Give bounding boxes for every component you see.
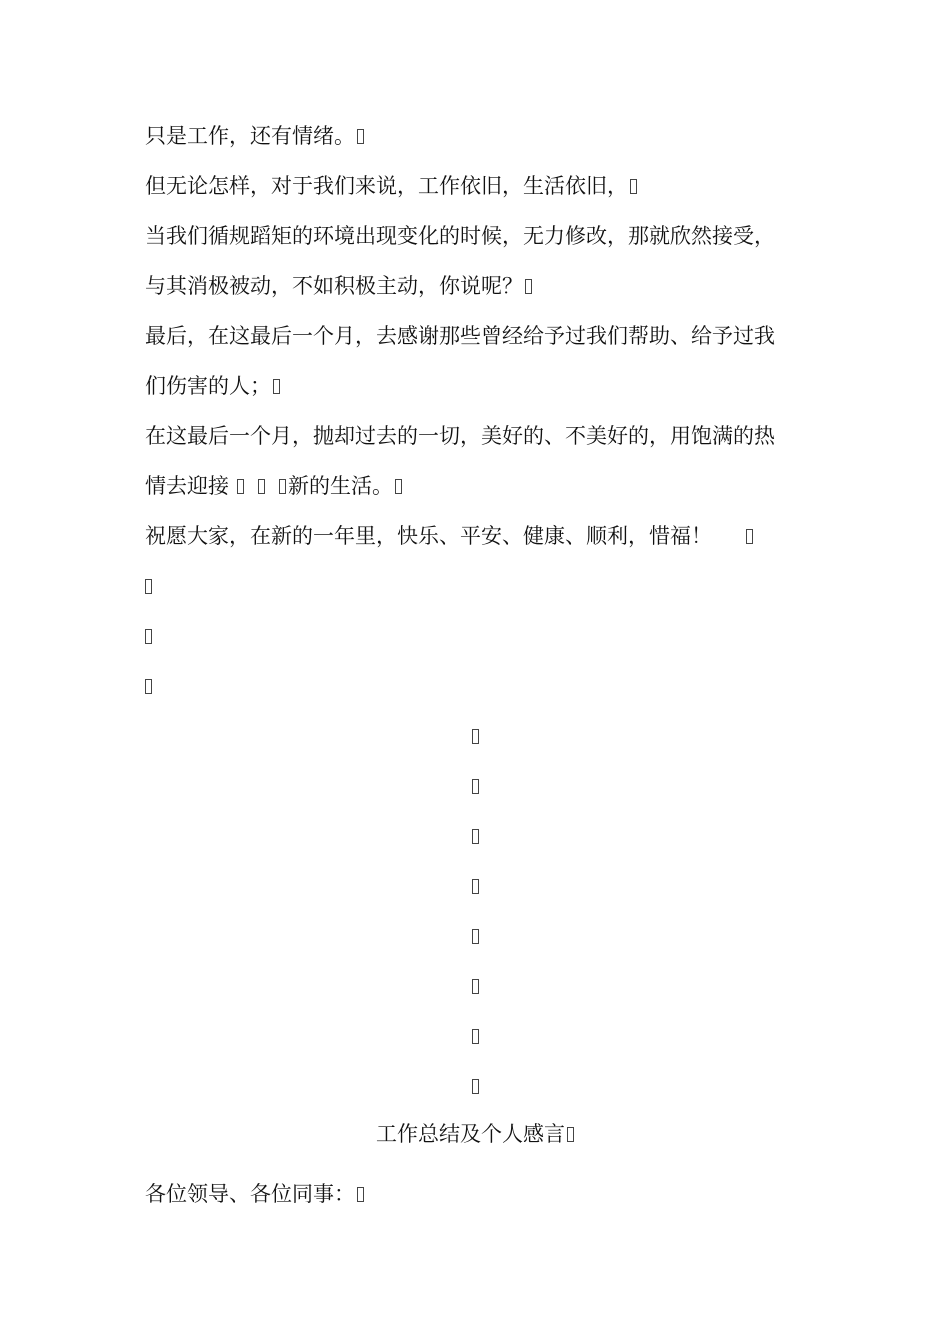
blank-centered-line-4: [0, 872, 950, 900]
paragraph-line-3: 当我们循规蹈矩的环境出现变化的时候，无力修改，那就欣然接受，: [145, 224, 775, 248]
section-title: 工作总结及个人感言: [0, 1120, 950, 1148]
missing-glyph-icon: [746, 529, 753, 544]
missing-glyph-icon: [357, 1187, 364, 1202]
blank-line-2: [145, 622, 152, 650]
paragraph-line-9: 祝愿大家，在新的一年里，快乐、平安、健康、顺利，惜福！: [145, 522, 753, 550]
missing-glyph-icon: [472, 829, 479, 844]
missing-glyph-icon: [567, 1127, 574, 1142]
missing-glyph-icon: [145, 579, 152, 594]
paragraph-line-2: 但无论怎样，对于我们来说，工作依旧，生活依旧，: [145, 172, 637, 200]
missing-glyph-icon: [279, 479, 286, 494]
blank-centered-line-2: [0, 772, 950, 800]
greeting-line: 各位领导、各位同事：: [145, 1180, 364, 1208]
paragraph-line-6: 们伤害的人；: [145, 372, 280, 400]
missing-glyph-icon: [472, 779, 479, 794]
missing-glyph-icon: [472, 929, 479, 944]
paragraph-line-7: 在这最后一个月，抛却过去的一切，美好的、不美好的，用饱满的热: [145, 424, 775, 448]
missing-glyph-icon: [258, 479, 265, 494]
missing-glyph-icon: [472, 879, 479, 894]
missing-glyph-icon: [472, 729, 479, 744]
paragraph-line-4: 与其消极被动，不如积极主动，你说呢？: [145, 272, 532, 300]
blank-line-1: [145, 572, 152, 600]
blank-centered-line-3: [0, 822, 950, 850]
missing-glyph-icon: [273, 379, 280, 394]
missing-glyph-icon: [525, 279, 532, 294]
blank-centered-line-7: [0, 1022, 950, 1050]
missing-glyph-icon: [472, 1079, 479, 1094]
missing-glyph-icon: [237, 479, 244, 494]
missing-glyph-icon: [472, 1029, 479, 1044]
missing-glyph-icon: [395, 479, 402, 494]
blank-centered-line-5: [0, 922, 950, 950]
paragraph-line-8: 情去迎接 新的生活。: [145, 472, 402, 500]
blank-centered-line-1: [0, 722, 950, 750]
missing-glyph-icon: [145, 679, 152, 694]
paragraph-line-5: 最后，在这最后一个月，去感谢那些曾经给予过我们帮助、给予过我: [145, 324, 775, 348]
missing-glyph-icon: [472, 979, 479, 994]
blank-centered-line-6: [0, 972, 950, 1000]
missing-glyph-icon: [630, 179, 637, 194]
missing-glyph-icon: [145, 629, 152, 644]
paragraph-line-1: 只是工作，还有情绪。: [145, 122, 364, 150]
blank-centered-line-8: [0, 1072, 950, 1100]
blank-line-3: [145, 672, 152, 700]
missing-glyph-icon: [357, 129, 364, 144]
